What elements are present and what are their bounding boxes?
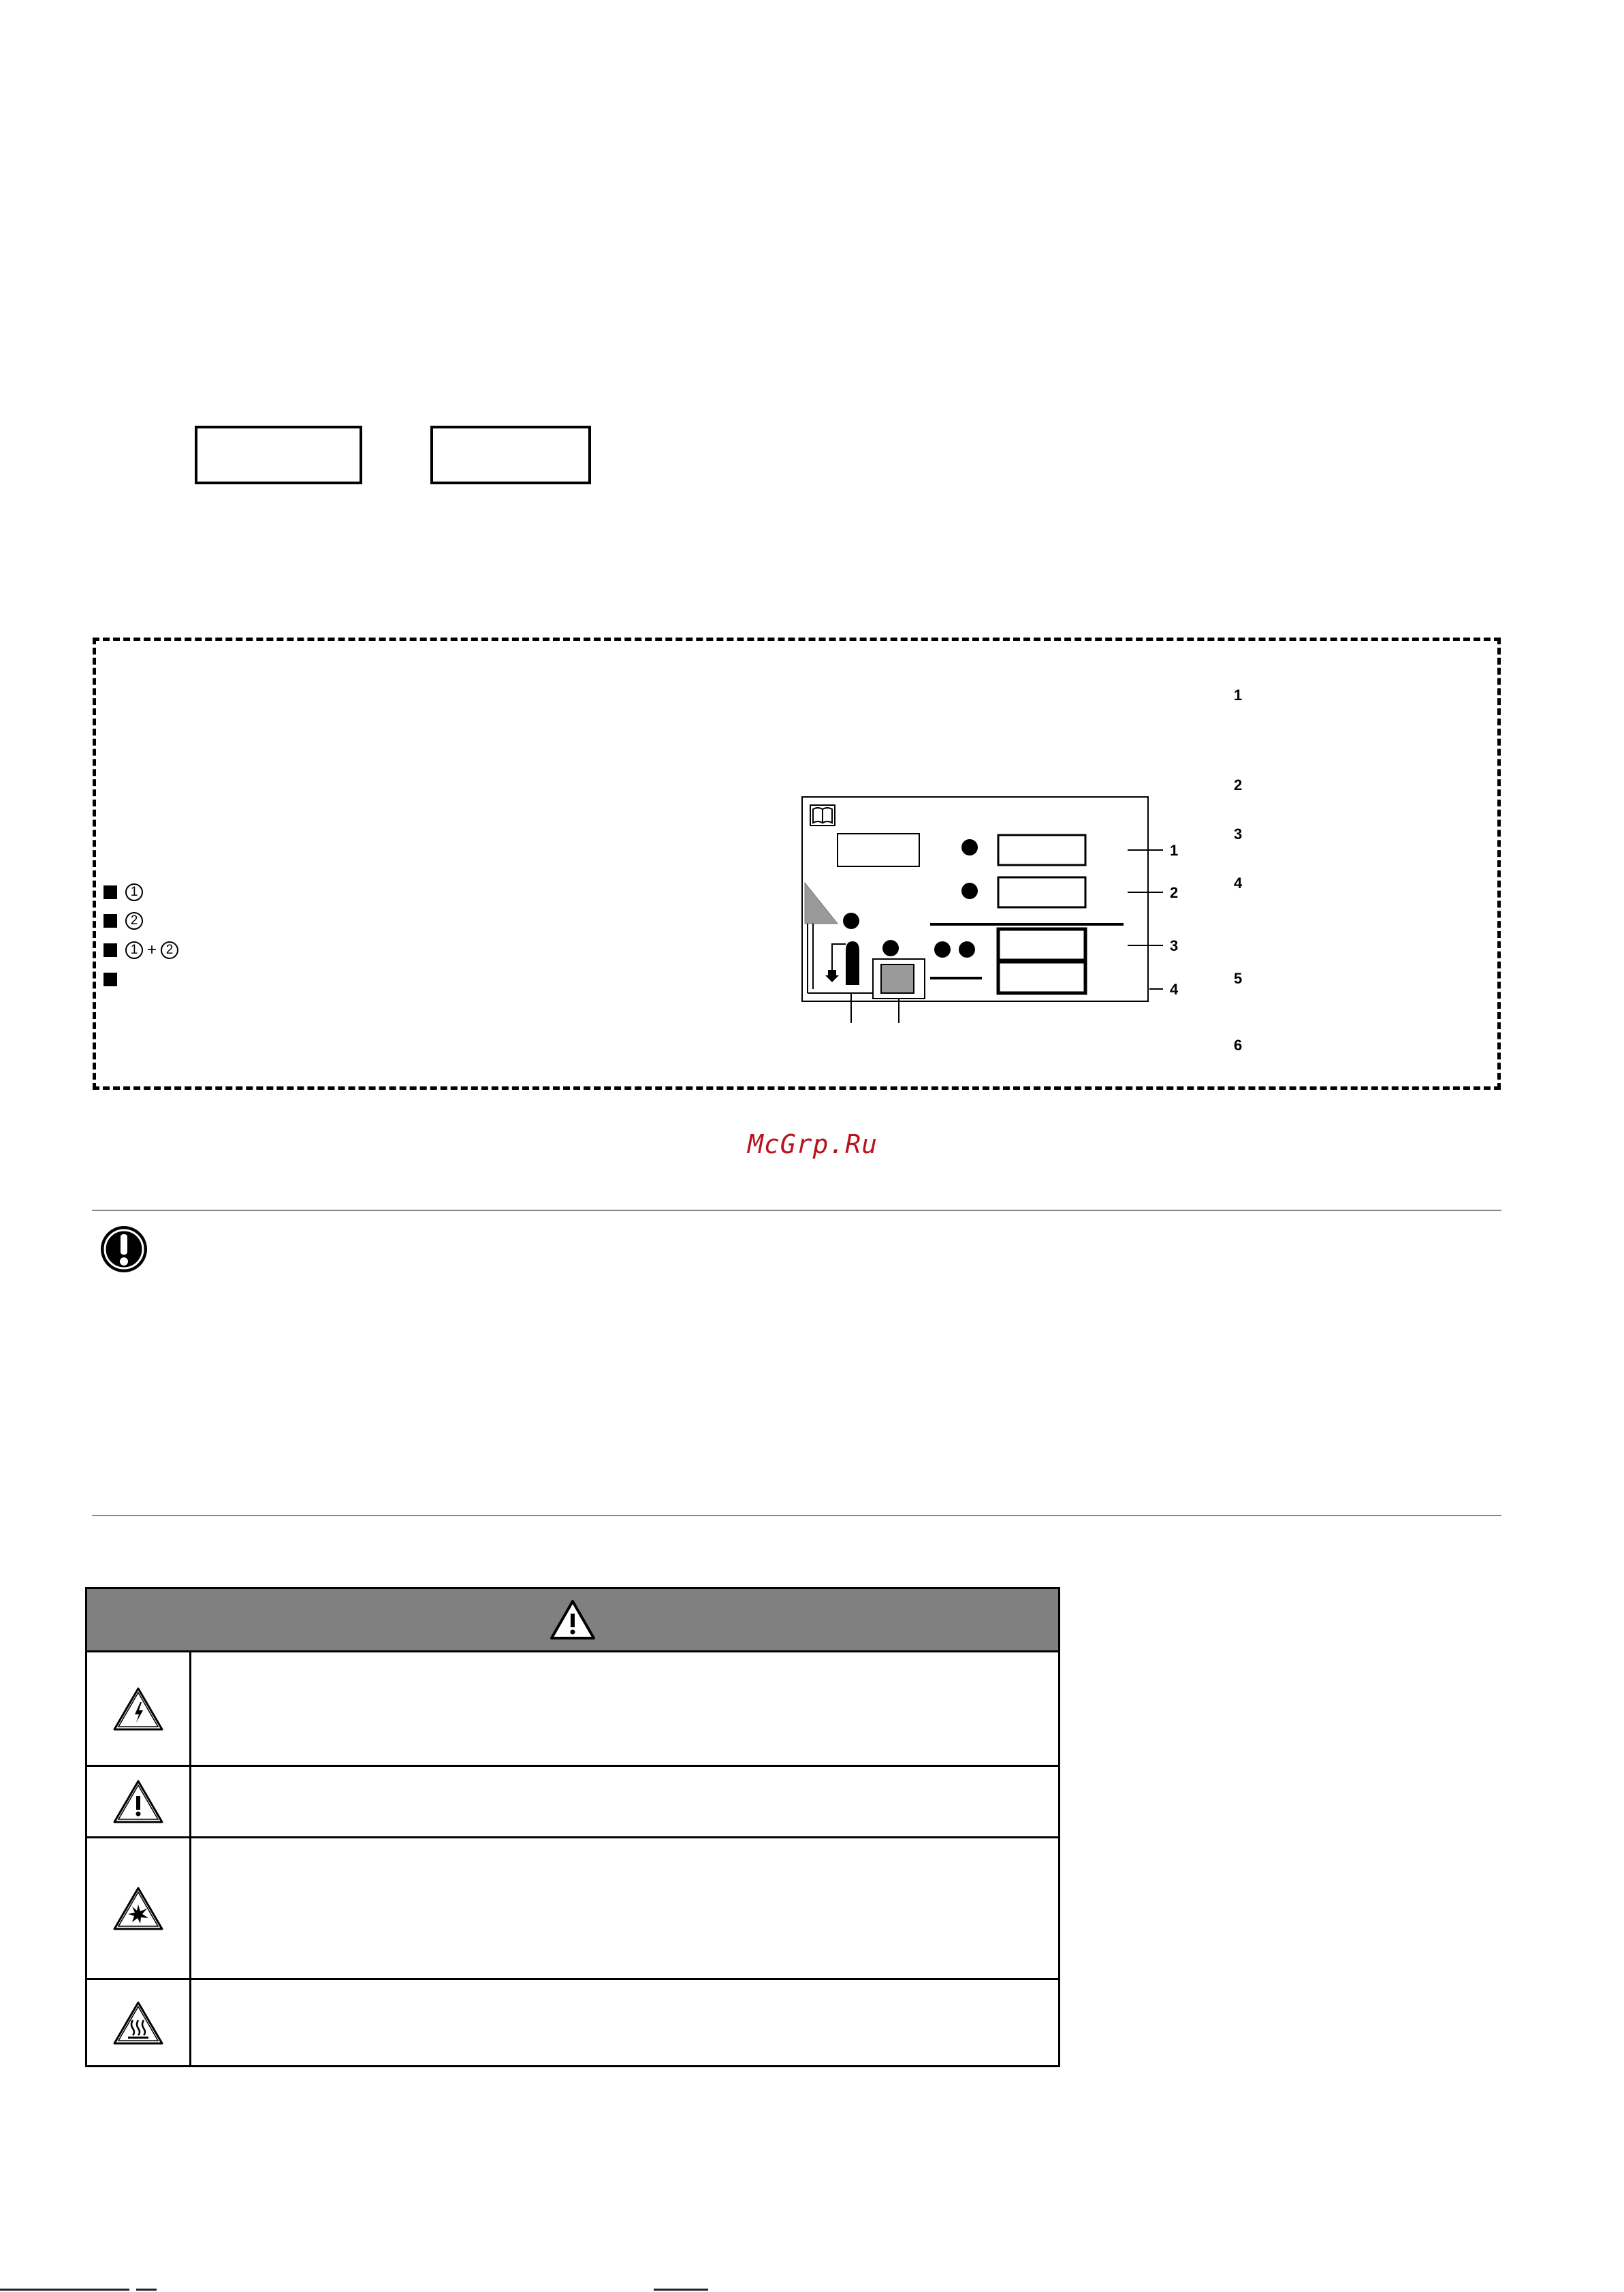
warning-row <box>87 1978 1058 2065</box>
general-warning-icon <box>112 1778 165 1825</box>
note-top-rule <box>92 1210 1501 1211</box>
nameplate-field-3 <box>998 929 1085 960</box>
warning-table <box>85 1587 1060 2067</box>
warning-triangle-icon <box>549 1599 596 1641</box>
bottom-edge-line <box>0 2289 129 2291</box>
legend-row-4 <box>104 967 125 992</box>
warning-text-cell <box>191 1767 1058 1836</box>
legend-circled-number: 1 <box>125 883 143 901</box>
legend-row-2 <box>104 909 143 933</box>
list-number: 5 <box>1234 970 1243 987</box>
legend-bullet <box>104 914 117 928</box>
nameplate-label-box <box>838 834 919 866</box>
list-number: 3 <box>1234 826 1243 843</box>
nameplate-dot <box>843 913 859 929</box>
nameplate-diagram <box>797 796 1192 1031</box>
warning-icon-cell <box>87 1652 191 1765</box>
nameplate-dot <box>961 839 978 855</box>
callout-number: 2 <box>1170 884 1179 901</box>
legend-circled-number: 1 <box>125 941 143 959</box>
legend-bullet <box>104 943 117 957</box>
warning-icon-cell <box>87 1767 191 1836</box>
explosion-warning-icon <box>112 1885 165 1932</box>
callout-number: 3 <box>1170 937 1179 954</box>
hot-surface-warning-icon <box>112 2000 165 2046</box>
warning-row <box>87 1836 1058 1978</box>
warning-text-cell <box>191 1980 1058 2065</box>
nameplate-field-2 <box>998 877 1085 907</box>
bottom-edge-mark <box>654 2289 708 2291</box>
electric-shock-warning-icon <box>112 1686 165 1732</box>
list-number: 6 <box>1234 1037 1243 1054</box>
legend-circled-number: 2 <box>125 912 143 930</box>
legend-circled-number: 2 <box>161 941 178 959</box>
warning-row <box>87 1765 1058 1836</box>
legend-row-3 <box>104 938 178 962</box>
warning-icon-cell <box>87 1838 191 1978</box>
nameplate-dot <box>961 883 978 899</box>
callout-number: 4 <box>1170 981 1179 998</box>
warning-icon-cell <box>87 1980 191 2065</box>
legend-plus: + <box>147 941 157 959</box>
gas-cylinder-icon <box>846 941 859 985</box>
bottom-edge-mark <box>136 2289 157 2291</box>
empty-field-box-1 <box>195 426 362 484</box>
legend-bullet <box>104 885 117 899</box>
nameplate-field-1 <box>998 835 1085 865</box>
empty-field-box-2 <box>430 426 591 484</box>
nameplate-dot <box>934 941 951 958</box>
important-note-icon <box>99 1225 148 1274</box>
warning-text-cell <box>191 1838 1058 1978</box>
nameplate-field-4 <box>998 962 1085 993</box>
list-number: 2 <box>1234 776 1243 794</box>
watermark: McGrp.Ru <box>748 1129 878 1159</box>
manual-book-icon <box>810 805 835 826</box>
legend-row-1 <box>104 880 143 905</box>
nameplate-dot <box>959 941 975 958</box>
note-bottom-rule <box>92 1515 1501 1516</box>
list-number: 4 <box>1234 875 1243 892</box>
warning-row <box>87 1652 1058 1765</box>
warning-table-header <box>87 1589 1058 1652</box>
legend-bullet <box>104 973 117 986</box>
warning-text-cell <box>191 1652 1058 1765</box>
nameplate-grey-square <box>881 964 914 993</box>
callout-number: 1 <box>1170 842 1179 859</box>
list-number: 1 <box>1234 687 1243 704</box>
nameplate-dot <box>882 940 899 956</box>
